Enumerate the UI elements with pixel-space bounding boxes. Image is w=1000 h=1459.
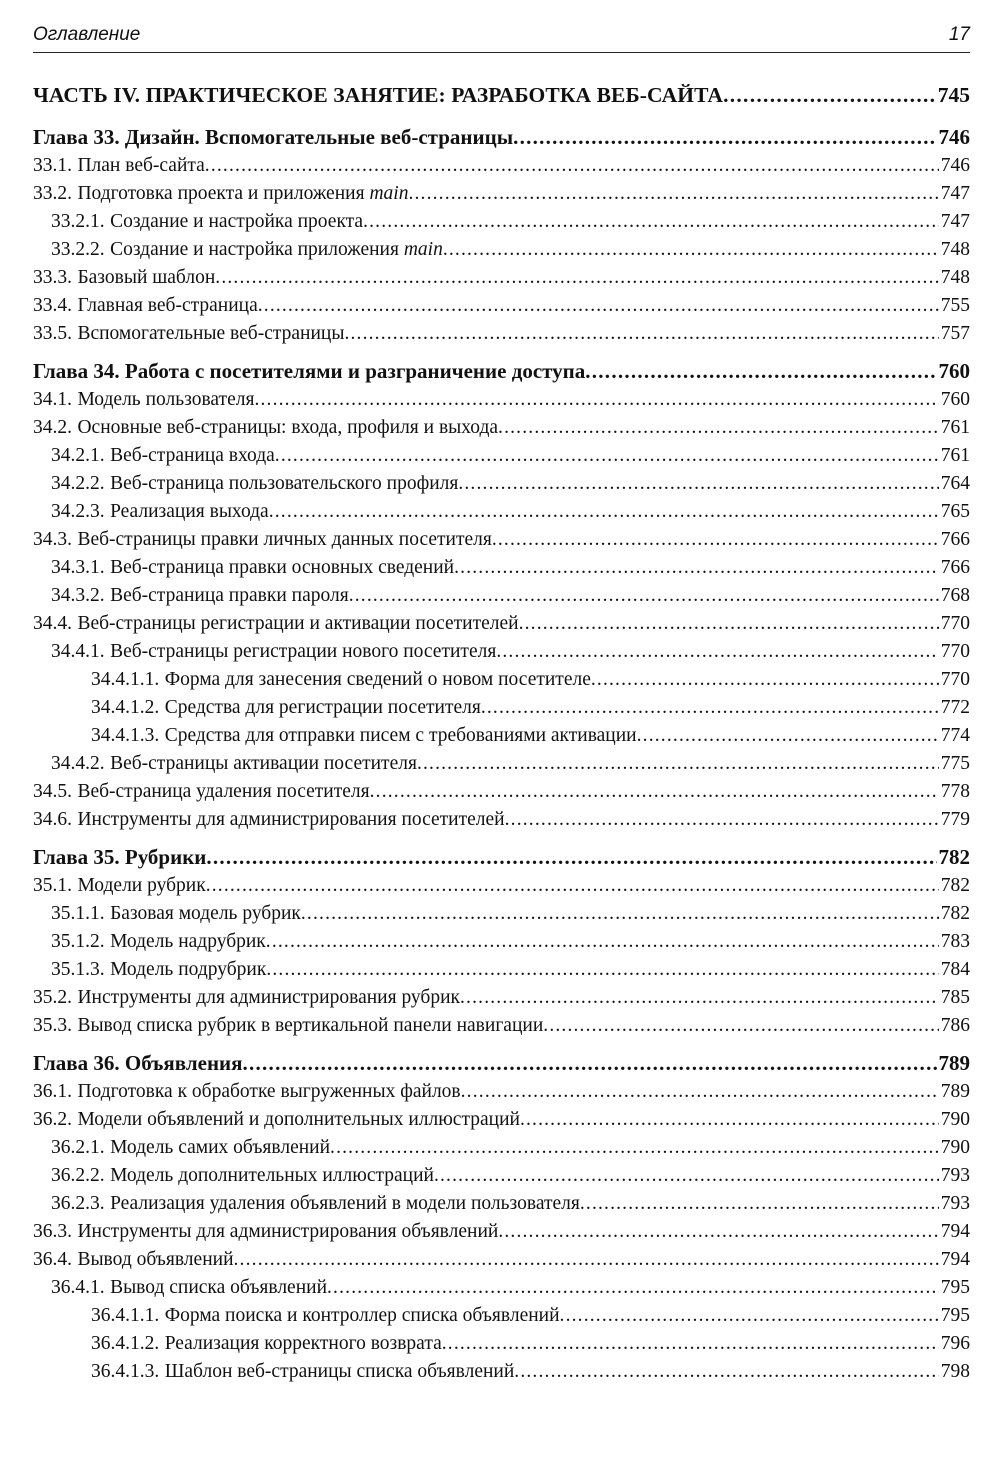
toc-chapter-entry[interactable] bbox=[33, 356, 970, 386]
section-number: 34.2.2. bbox=[51, 473, 105, 494]
page-number: 746 bbox=[938, 125, 970, 149]
page-number: 760 bbox=[940, 389, 970, 410]
section-number: 34.4.2. bbox=[51, 753, 105, 774]
toc-section-entry[interactable] bbox=[33, 806, 970, 834]
dot-leader bbox=[370, 778, 939, 806]
entry-title: Подготовка к обработке выгруженных файлов bbox=[77, 1081, 461, 1102]
page-number: 794 bbox=[940, 1249, 970, 1270]
section-number: 33.2. bbox=[33, 183, 72, 204]
toc-section-entry[interactable] bbox=[33, 638, 970, 666]
entry-title: Глава 36. Объявления bbox=[33, 1051, 243, 1075]
section-number: 34.2.3. bbox=[51, 501, 105, 522]
dot-leader bbox=[591, 666, 939, 694]
dot-leader bbox=[585, 356, 936, 386]
entry-title: Модель надрубрик bbox=[110, 931, 266, 952]
dot-leader bbox=[408, 180, 938, 208]
toc-section-entry[interactable] bbox=[33, 414, 970, 442]
toc-section-entry[interactable] bbox=[33, 1218, 970, 1246]
section-number: 36.2.3. bbox=[51, 1193, 105, 1214]
section-number: 36.2.2. bbox=[51, 1165, 105, 1186]
toc-section-entry[interactable] bbox=[33, 292, 970, 320]
section-number: 35.3. bbox=[33, 1015, 72, 1036]
section-number: 35.1.3. bbox=[51, 959, 105, 980]
page-number: 775 bbox=[940, 753, 970, 774]
dot-leader bbox=[498, 1218, 938, 1246]
section-number: 34.2. bbox=[33, 417, 72, 438]
dot-leader bbox=[580, 1190, 939, 1218]
entry-title: План веб-сайта bbox=[77, 155, 205, 176]
dot-leader bbox=[723, 76, 936, 114]
dot-leader bbox=[269, 498, 939, 526]
page-number: 745 bbox=[937, 83, 970, 107]
toc-section-entry[interactable] bbox=[33, 984, 970, 1012]
dot-leader bbox=[461, 1078, 939, 1106]
toc-chapter-entry[interactable] bbox=[33, 1048, 970, 1078]
toc-section-entry[interactable] bbox=[33, 1190, 970, 1218]
dot-leader bbox=[442, 1330, 939, 1358]
toc-section-entry[interactable] bbox=[33, 1134, 970, 1162]
page-number: 761 bbox=[940, 417, 970, 438]
page-number: 798 bbox=[940, 1361, 970, 1382]
entry-title: Глава 33. Дизайн. Вспомогательные веб-страницы bbox=[33, 125, 514, 149]
dot-leader bbox=[519, 610, 939, 638]
entry-title: Реализация выхода bbox=[110, 501, 269, 522]
page-number: 793 bbox=[940, 1165, 970, 1186]
dot-leader bbox=[327, 1274, 939, 1302]
page-number: 790 bbox=[940, 1109, 970, 1130]
section-number: 35.1. bbox=[33, 875, 72, 896]
entry-title: Инструменты для администрирования рубрик bbox=[77, 987, 461, 1008]
entry-title: Вывод списка рубрик в вертикальной панели навигации bbox=[77, 1015, 544, 1036]
section-number: 36.4.1.1. bbox=[91, 1305, 160, 1326]
section-number: 33.1. bbox=[33, 155, 72, 176]
section-number: 36.2.1. bbox=[51, 1137, 105, 1158]
dot-leader bbox=[258, 292, 939, 320]
code-term: main bbox=[369, 183, 409, 204]
entry-title: Веб-страницы правки личных данных посетителя bbox=[77, 529, 492, 550]
toc-section-entry[interactable] bbox=[33, 208, 970, 236]
entry-title: Инструменты для администрирования объявлений bbox=[77, 1221, 499, 1242]
toc-section-entry[interactable] bbox=[33, 956, 970, 984]
section-number: 36.4.1. bbox=[51, 1277, 105, 1298]
section-number: 33.2.1. bbox=[51, 211, 105, 232]
entry-title: Веб-страница удаления посетителя bbox=[77, 781, 370, 802]
dot-leader bbox=[443, 236, 939, 264]
page-number: 783 bbox=[940, 931, 970, 952]
dot-leader bbox=[460, 984, 939, 1012]
page-number: 795 bbox=[940, 1305, 970, 1326]
toc-part-entry[interactable] bbox=[33, 76, 970, 114]
page-number: 768 bbox=[940, 585, 970, 606]
toc-section-entry[interactable] bbox=[33, 236, 970, 264]
section-number: 34.4. bbox=[33, 613, 72, 634]
toc-section-entry[interactable] bbox=[33, 320, 970, 348]
entry-title: Вспомогательные веб-страницы bbox=[77, 323, 345, 344]
section-number: 36.3. bbox=[33, 1221, 72, 1242]
header-page-number: 17 bbox=[948, 24, 970, 45]
section-number: 34.4.1.3. bbox=[91, 725, 160, 746]
entry-title: Шаблон веб-страницы списка объявлений bbox=[164, 1361, 515, 1382]
section-number: 36.1. bbox=[33, 1081, 72, 1102]
page-number: 770 bbox=[940, 641, 970, 662]
section-number: 35.2. bbox=[33, 987, 72, 1008]
section-number: 34.3. bbox=[33, 529, 72, 550]
toc-section-entry[interactable] bbox=[33, 778, 970, 806]
header-title: Оглавление bbox=[33, 24, 141, 45]
dot-leader bbox=[481, 694, 939, 722]
code-term: main bbox=[403, 239, 443, 260]
dot-leader bbox=[330, 1134, 939, 1162]
page-number: 761 bbox=[940, 445, 970, 466]
dot-leader bbox=[344, 320, 938, 348]
entry-title: Веб-страница правки основных сведений bbox=[110, 557, 455, 578]
page-number: 789 bbox=[938, 1051, 970, 1075]
entry-title: Веб-страницы регистрации нового посетителя bbox=[110, 641, 497, 662]
toc-section-entry[interactable] bbox=[33, 582, 970, 610]
section-number: 36.4.1.3. bbox=[91, 1361, 160, 1382]
page-number: 789 bbox=[940, 1081, 970, 1102]
toc-section-entry[interactable] bbox=[33, 900, 970, 928]
dot-leader bbox=[560, 1302, 939, 1330]
page-number: 778 bbox=[940, 781, 970, 802]
section-number: 36.4. bbox=[33, 1249, 72, 1270]
section-number: 34.5. bbox=[33, 781, 72, 802]
toc-section-entry[interactable] bbox=[33, 610, 970, 638]
section-number: 34.2.1. bbox=[51, 445, 105, 466]
dot-leader bbox=[234, 1246, 939, 1274]
page-number: 782 bbox=[938, 845, 970, 869]
page-number: 793 bbox=[940, 1193, 970, 1214]
section-number: 34.4.1. bbox=[51, 641, 105, 662]
section-number: 34.6. bbox=[33, 809, 72, 830]
entry-title: Главная веб-страница bbox=[77, 295, 258, 316]
toc-chapter-entry[interactable] bbox=[33, 122, 970, 152]
toc-section-entry[interactable] bbox=[33, 1012, 970, 1040]
dot-leader bbox=[205, 152, 939, 180]
page-number: 770 bbox=[940, 669, 970, 690]
toc-section-entry[interactable] bbox=[33, 264, 970, 292]
dot-leader bbox=[498, 414, 939, 442]
page-number: 772 bbox=[940, 697, 970, 718]
entry-title: Инструменты для администрирования посетителей bbox=[77, 809, 505, 830]
dot-leader bbox=[637, 722, 939, 750]
dot-leader bbox=[505, 806, 939, 834]
entry-title: Модель пользователя bbox=[77, 389, 255, 410]
toc-section-entry[interactable] bbox=[33, 872, 970, 900]
toc-section-entry[interactable] bbox=[33, 1078, 970, 1106]
page-number: 757 bbox=[940, 323, 970, 344]
section-number: 34.4.1.2. bbox=[91, 697, 160, 718]
entry-title: Веб-страницы активации посетителя bbox=[110, 753, 417, 774]
toc-section-entry[interactable] bbox=[33, 554, 970, 582]
entry-title: Форма поиска и контроллер списка объявлений bbox=[164, 1305, 560, 1326]
page-number: 784 bbox=[940, 959, 970, 980]
toc-section-entry[interactable] bbox=[33, 1358, 970, 1386]
page-number: 782 bbox=[940, 875, 970, 896]
toc-section-entry[interactable] bbox=[33, 1330, 970, 1358]
toc-section-entry[interactable] bbox=[33, 386, 970, 414]
dot-leader bbox=[417, 750, 939, 778]
dot-leader bbox=[496, 638, 938, 666]
toc-section-entry[interactable] bbox=[33, 694, 970, 722]
toc-section-entry[interactable] bbox=[33, 1162, 970, 1190]
section-number: 33.3. bbox=[33, 267, 72, 288]
entry-title: Модель подрубрик bbox=[110, 959, 267, 980]
toc-section-entry[interactable] bbox=[33, 180, 970, 208]
page-number: 748 bbox=[940, 267, 970, 288]
dot-leader bbox=[266, 956, 938, 984]
toc-section-entry[interactable] bbox=[33, 498, 970, 526]
page-number: 755 bbox=[940, 295, 970, 316]
section-number: 34.4.1.1. bbox=[91, 669, 160, 690]
dot-leader bbox=[520, 1106, 939, 1134]
dot-leader bbox=[454, 554, 939, 582]
entry-title: Подготовка проекта и приложения main bbox=[77, 183, 409, 204]
page-number: 779 bbox=[940, 809, 970, 830]
section-number: 34.3.1. bbox=[51, 557, 105, 578]
page-number: 765 bbox=[940, 501, 970, 522]
page-number: 796 bbox=[940, 1333, 970, 1354]
section-number: 36.4.1.2. bbox=[91, 1333, 160, 1354]
page-number: 747 bbox=[940, 211, 970, 232]
page-number: 785 bbox=[940, 987, 970, 1008]
entry-title: Создание и настройка приложения main bbox=[110, 239, 443, 260]
page-number: 760 bbox=[938, 359, 970, 383]
running-header bbox=[33, 22, 970, 53]
entry-title: ЧАСТЬ IV. ПРАКТИЧЕСКОЕ ЗАНЯТИЕ: РАЗРАБОТКА ВЕБ-САЙТА bbox=[33, 83, 724, 107]
toc-section-entry[interactable] bbox=[33, 470, 970, 498]
section-number: 33.5. bbox=[33, 323, 72, 344]
toc-section-entry[interactable] bbox=[33, 442, 970, 470]
page-number: 748 bbox=[940, 239, 970, 260]
entry-title: Форма для занесения сведений о новом посетителе bbox=[164, 669, 591, 690]
entry-title: Базовая модель рубрик bbox=[110, 903, 301, 924]
toc-chapter-entry[interactable] bbox=[33, 842, 970, 872]
table-of-contents bbox=[33, 76, 970, 1386]
entry-title: Веб-страница правки пароля bbox=[110, 585, 349, 606]
entry-title: Средства для отправки писем с требованиями активации bbox=[164, 725, 637, 746]
toc-section-entry[interactable] bbox=[33, 750, 970, 778]
dot-leader bbox=[275, 442, 939, 470]
toc-section-entry[interactable] bbox=[33, 526, 970, 554]
entry-title: Глава 35. Рубрики bbox=[33, 845, 207, 869]
dot-leader bbox=[363, 208, 939, 236]
page-number: 782 bbox=[940, 903, 970, 924]
dot-leader bbox=[492, 526, 939, 554]
section-number: 34.3.2. bbox=[51, 585, 105, 606]
toc-section-entry[interactable] bbox=[33, 1302, 970, 1330]
dot-leader bbox=[206, 842, 936, 872]
entry-title: Средства для регистрации посетителя bbox=[164, 697, 481, 718]
dot-leader bbox=[458, 470, 938, 498]
dot-leader bbox=[266, 928, 939, 956]
page-number: 766 bbox=[940, 557, 970, 578]
entry-title: Основные веб-страницы: входа, профиля и выхода bbox=[77, 417, 499, 438]
dot-leader bbox=[513, 122, 936, 152]
dot-leader bbox=[215, 264, 938, 292]
entry-title: Модель дополнительных иллюстраций bbox=[110, 1165, 434, 1186]
toc-section-entry[interactable] bbox=[33, 1246, 970, 1274]
toc-section-entry[interactable] bbox=[33, 666, 970, 694]
section-number: 35.1.2. bbox=[51, 931, 105, 952]
dot-leader bbox=[243, 1048, 937, 1078]
page-number: 747 bbox=[940, 183, 970, 204]
page-number: 786 bbox=[940, 1015, 970, 1036]
dot-leader bbox=[301, 900, 939, 928]
page-number: 764 bbox=[940, 473, 970, 494]
toc-section-entry[interactable] bbox=[33, 928, 970, 956]
toc-section-entry[interactable] bbox=[33, 722, 970, 750]
page-number: 790 bbox=[940, 1137, 970, 1158]
entry-title: Реализация удаления объявлений в модели пользователя bbox=[110, 1193, 580, 1214]
entry-title: Модель самих объявлений bbox=[110, 1137, 331, 1158]
section-number: 34.1. bbox=[33, 389, 72, 410]
entry-title: Веб-страница входа bbox=[110, 445, 275, 466]
page-number: 770 bbox=[940, 613, 970, 634]
dot-leader bbox=[514, 1358, 938, 1386]
dot-leader bbox=[254, 386, 938, 414]
toc-section-entry[interactable] bbox=[33, 1106, 970, 1134]
page-number: 794 bbox=[940, 1221, 970, 1242]
dot-leader bbox=[349, 582, 939, 610]
page-number: 746 bbox=[940, 155, 970, 176]
toc-section-entry[interactable] bbox=[33, 152, 970, 180]
entry-title: Вывод списка объявлений bbox=[110, 1277, 328, 1298]
entry-title: Реализация корректного возврата bbox=[164, 1333, 442, 1354]
entry-title: Базовый шаблон bbox=[77, 267, 216, 288]
section-number: 33.2.2. bbox=[51, 239, 105, 260]
dot-leader bbox=[434, 1162, 939, 1190]
entry-title: Модели рубрик bbox=[77, 875, 206, 896]
section-number: 36.2. bbox=[33, 1109, 72, 1130]
entry-title: Создание и настройка проекта bbox=[110, 211, 364, 232]
entry-title: Веб-страница пользовательского профиля bbox=[110, 473, 459, 494]
page-number: 766 bbox=[940, 529, 970, 550]
section-number: 35.1.1. bbox=[51, 903, 105, 924]
section-number: 33.4. bbox=[33, 295, 72, 316]
dot-leader bbox=[206, 872, 939, 900]
entry-title: Глава 34. Работа с посетителями и разграничение доступа bbox=[33, 359, 586, 383]
entry-title: Веб-страницы регистрации и активации посетителей bbox=[77, 613, 519, 634]
page-number: 795 bbox=[940, 1277, 970, 1298]
dot-leader bbox=[543, 1012, 938, 1040]
page-number: 774 bbox=[940, 725, 970, 746]
toc-section-entry[interactable] bbox=[33, 1274, 970, 1302]
entry-title: Вывод объявлений bbox=[77, 1249, 234, 1270]
entry-title: Модели объявлений и дополнительных иллюстраций bbox=[77, 1109, 520, 1130]
